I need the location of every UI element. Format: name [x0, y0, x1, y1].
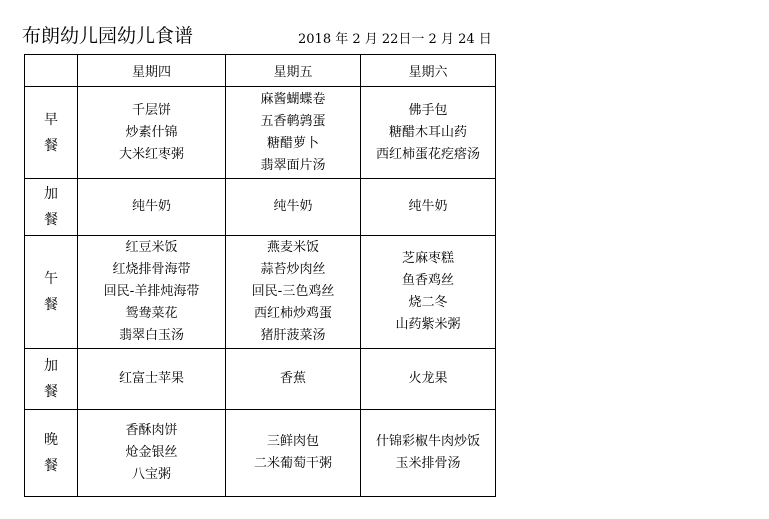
menu-cell [361, 349, 496, 410]
dish-item: 佛手包 [408, 102, 448, 118]
day-header-thursday: 星期四 [78, 55, 226, 87]
dish-item: 香酥肉饼 [125, 423, 178, 438]
menu-cell [78, 236, 226, 349]
menu-table [24, 54, 496, 497]
dish-item: 翡翠白玉汤 [118, 328, 184, 343]
day-header-friday: 星期五 [226, 55, 361, 87]
dish-item: 蒜苔炒肉丝 [260, 262, 326, 277]
day-header-saturday: 星期六 [361, 55, 496, 87]
dish-item: 大米红枣粥 [118, 146, 184, 162]
dish-item: 红烧排骨海带 [112, 262, 191, 277]
table-row [25, 87, 496, 179]
table-row [25, 410, 496, 497]
dish-item: 玉米排骨汤 [395, 456, 461, 471]
dish-item: 炒素什锦 [125, 124, 178, 140]
dish-item: 回民-羊排炖海带 [103, 284, 200, 299]
dish-item: 纯牛奶 [408, 199, 448, 214]
meal-label-snack: 加餐 [25, 349, 78, 410]
dish-item: 炝金银丝 [125, 445, 178, 460]
corner-cell [25, 55, 78, 87]
dish-item: 三鲜肉包 [266, 434, 319, 449]
date-range: 2018 年 2 月 22日一 2 月 24 日 [298, 32, 492, 47]
dish-item: 西红柿蛋花疙瘩汤 [375, 146, 480, 162]
dish-item: 芝麻枣糕 [401, 251, 454, 266]
dish-item: 五香鹌鹑蛋 [260, 113, 326, 129]
menu-cell [78, 87, 226, 179]
dish-item: 猪肝菠菜汤 [260, 328, 326, 343]
dish-item: 纯牛奶 [131, 199, 171, 214]
menu-cell [226, 179, 361, 236]
menu-cell [361, 87, 496, 179]
dish-item: 八宝粥 [131, 467, 171, 482]
dish-item: 麻酱蝴蝶卷 [260, 91, 326, 107]
dish-item: 回民-三色鸡丝 [251, 284, 335, 299]
dish-item: 红豆米饭 [125, 240, 178, 255]
dish-item: 糖醋木耳山药 [388, 124, 467, 140]
menu-cell [78, 410, 226, 497]
menu-cell [226, 349, 361, 410]
menu-cell [361, 179, 496, 236]
menu-cell [361, 236, 496, 349]
dish-item: 燕麦米饭 [266, 240, 319, 255]
meal-label-lunch: 午餐 [25, 236, 78, 349]
dish-item: 鱼香鸡丝 [401, 273, 454, 288]
dish-item: 鸳鸯菜花 [125, 306, 178, 321]
dish-item: 纯牛奶 [273, 199, 313, 214]
menu-cell [78, 349, 226, 410]
dish-item: 二米葡萄干粥 [253, 456, 332, 471]
table-row [25, 179, 496, 236]
menu-cell [226, 87, 361, 179]
dish-item: 红富士苹果 [118, 371, 184, 386]
table-row [25, 349, 496, 410]
meal-label-breakfast: 早餐 [25, 87, 78, 179]
dish-item: 烧二冬 [408, 295, 448, 310]
dish-item: 糖醋萝卜 [266, 135, 319, 151]
menu-cell [78, 179, 226, 236]
dish-item: 千层饼 [131, 102, 171, 118]
dish-item: 翡翠面片汤 [260, 157, 326, 173]
table-row [25, 236, 496, 349]
dish-item: 香蕉 [279, 371, 306, 386]
meal-label-snack: 加餐 [25, 179, 78, 236]
dish-item: 火龙果 [408, 371, 448, 386]
dish-item: 西红柿炒鸡蛋 [253, 306, 332, 321]
menu-cell [226, 410, 361, 497]
meal-label-dinner: 晚餐 [25, 410, 78, 497]
page-title: 布朗幼儿园幼儿食谱 [22, 25, 194, 47]
table-header-row [25, 55, 496, 87]
dish-item: 山药紫米粥 [395, 317, 461, 332]
menu-cell [226, 236, 361, 349]
menu-cell [361, 410, 496, 497]
dish-item: 什锦彩椒牛肉炒饭 [375, 434, 480, 449]
